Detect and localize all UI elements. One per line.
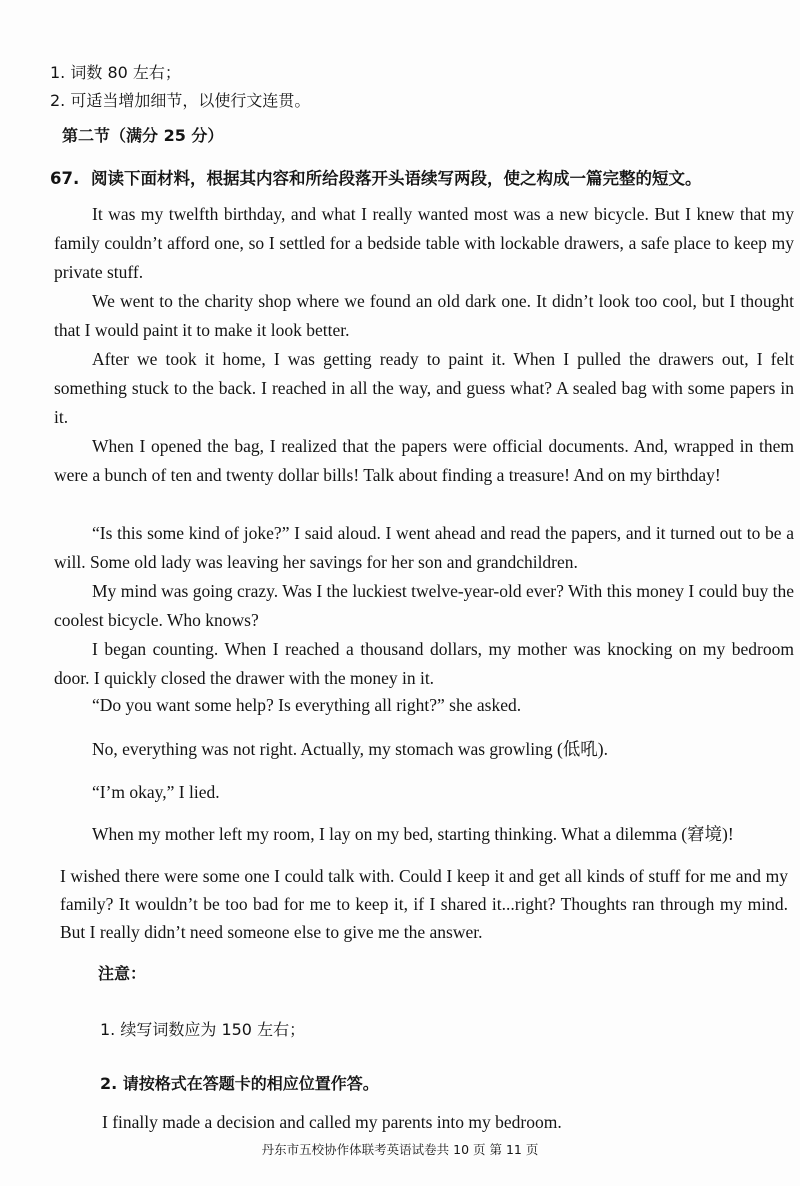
note-item-2: 2. 请按格式在答题卡的相应位置作答。: [100, 1074, 379, 1093]
continuation-start: I finally made a decision and called my parents into my bedroom.: [102, 1112, 562, 1132]
question-text: 阅读下面材料，根据其内容和所给段落开头语续写两段，使之构成一篇完整的短文。: [90, 169, 702, 188]
story-paragraph-8: “Do you want some help? Is everything all right?” she asked.: [92, 695, 522, 715]
section-title: 第二节（满分 25 分）: [62, 126, 224, 145]
story-paragraph-2: We went to the charity shop where we found an old dark one. It didn’t look too cool, but I thought that I would paint it to make it look better.: [54, 291, 794, 340]
story-paragraph-4: When I opened the bag, I realized that the papers were official documents. And, wrapped in them were a bunch of ten and twenty dollar bills! Talk about finding a treasure! And on my birthday!: [54, 436, 794, 485]
story-paragraph-3: After we took it home, I was getting ready to paint it. When I pulled the drawers out, I felt something stuck to the back. I reached in all the way, and guess what? A sealed bag with some papers in it.: [54, 349, 794, 427]
story-paragraph-5: “Is this some kind of joke?” I said aloud. I went ahead and read the papers, and it turned out to be a will. Some old lady was leaving her savings for her son and grandchildren.: [54, 523, 794, 572]
top-note-1: 1. 词数 80 左右；: [50, 63, 181, 82]
question-number: 67.: [50, 169, 80, 188]
story-paragraph-1: It was my twelfth birthday, and what I really wanted most was a new bicycle. But I knew that my family couldn’t afford one, so I settled for a bedside table with lockable drawers, a safe place to keep my private stuff.: [54, 204, 794, 282]
story-paragraph-11: When my mother left my room, I lay on my bed, starting thinking. What a dilemma (窘境)!: [92, 824, 734, 844]
story-paragraph-12: I wished there were some one I could talk with. Could I keep it and get all kinds of stuff for me and my family? It wouldn’t be too bad for me to keep it, if I shared it...right? Thoughts ran through my mind. But I really didn’t need someone else to give me the answer.: [60, 866, 788, 942]
top-note-2: 2. 可适当增加细节，以使行文连贯。: [50, 91, 311, 110]
story-paragraph-9: No, everything was not right. Actually, my stomach was growling (低吼).: [92, 739, 609, 759]
question-instruction: [50, 167, 701, 191]
notes-title: 注意：: [98, 964, 147, 983]
note-item-1: 1. 续写词数应为 150 左右；: [100, 1020, 306, 1039]
story-paragraph-6: My mind was going crazy. Was I the luckiest twelve-year-old ever? With this money I could buy the coolest bicycle. Who knows?: [54, 581, 794, 630]
story-paragraph-10: “I’m okay,” I lied.: [92, 782, 220, 802]
story-paragraph-7: I began counting. When I reached a thousand dollars, my mother was knocking on my bedroom door. I quickly closed the drawer with the money in it.: [54, 639, 794, 688]
page-footer: 丹东市五校协作体联考英语试卷共 10 页 第 11 页: [261, 1142, 539, 1157]
